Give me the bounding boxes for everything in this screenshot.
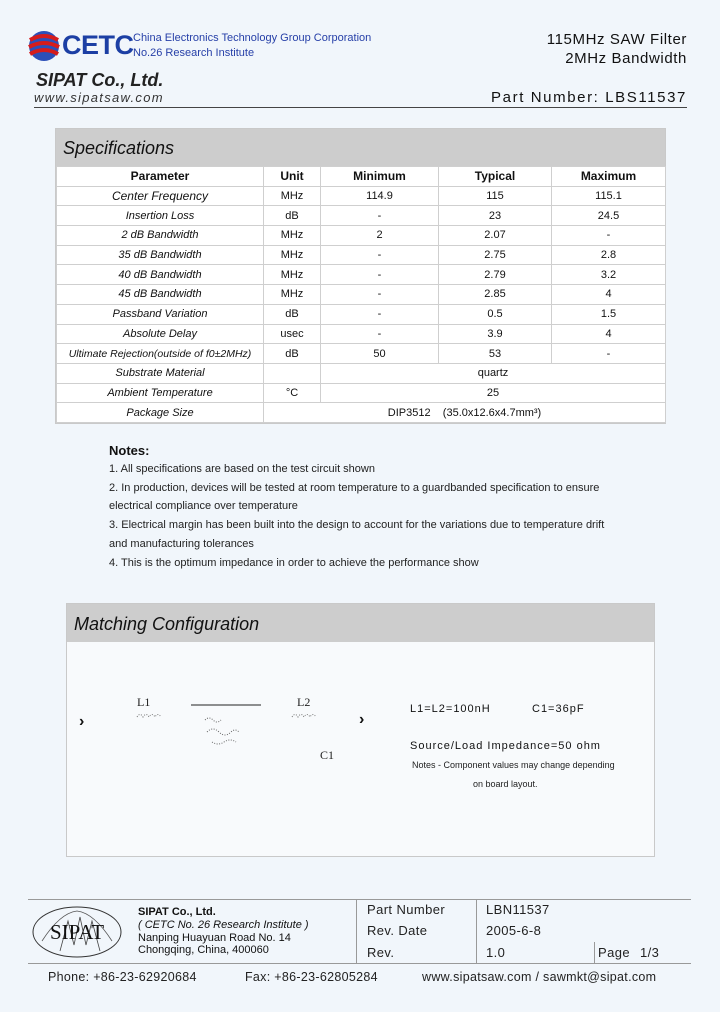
footer-column-divider <box>356 899 357 963</box>
min-cell: - <box>321 304 439 324</box>
param-cell: Ambient Temperature <box>57 383 264 403</box>
footer-address: Nanping Huayuan Road No. 14 <box>138 932 291 944</box>
table-row <box>57 265 666 285</box>
typ-cell: 23 <box>439 206 552 226</box>
note-line: 3. Electrical margin has been built into the design to account for the variations due to temperature drift <box>109 519 605 531</box>
unit-cell: MHz <box>264 226 321 246</box>
cetc-logo-icon <box>26 28 62 64</box>
spec-heading-bar <box>56 129 665 166</box>
inductor-l1-icon <box>137 715 161 718</box>
min-cell: - <box>321 285 439 305</box>
column-header: Minimum <box>321 167 439 187</box>
section-title: Matching Configuration <box>74 614 260 634</box>
output-port-icon: › <box>359 711 365 728</box>
table-row <box>57 304 666 324</box>
max-cell: - <box>552 344 666 364</box>
table-row <box>57 363 666 383</box>
min-cell: - <box>321 324 439 344</box>
table-row <box>57 245 666 265</box>
inductor-l2-icon <box>292 715 316 718</box>
footer-rev-date-label: Rev. Date <box>367 923 428 938</box>
typ-cell: 2.07 <box>439 226 552 246</box>
column-header: Unit <box>264 167 321 187</box>
seal-text: SIPAT <box>49 920 105 944</box>
note-line: 2. In production, devices will be tested at room temperature to a guardbanded specification to ensure <box>109 482 600 494</box>
matching-heading-bar <box>67 604 654 642</box>
param-cell: Passband Variation <box>57 304 264 324</box>
saw-filter-icon <box>205 718 239 744</box>
unit-cell: °C <box>264 383 321 403</box>
header-divider <box>34 107 687 108</box>
typ-cell: 2.75 <box>439 245 552 265</box>
max-cell: - <box>552 226 666 246</box>
table-row <box>57 383 666 403</box>
footer-bottom-divider <box>28 963 691 964</box>
unit-cell: MHz <box>264 245 321 265</box>
table-row <box>57 344 666 364</box>
capacitor-c1-label: C1 <box>320 748 335 762</box>
typ-cell: 2.85 <box>439 285 552 305</box>
footer-web-email[interactable]: www.sipatsaw.com / sawmkt@sipat.com <box>422 970 657 984</box>
max-cell: 2.8 <box>552 245 666 265</box>
inductor-values: L1=L2=100nH <box>410 703 491 715</box>
table-row <box>57 403 666 423</box>
min-cell: 114.9 <box>321 186 439 206</box>
max-cell: 3.2 <box>552 265 666 285</box>
section-title: Specifications <box>63 138 175 158</box>
footer-column-divider <box>594 942 595 963</box>
footer-page-label: Page <box>598 945 630 960</box>
unit-cell <box>264 363 321 383</box>
min-cell: - <box>321 206 439 226</box>
unit-cell: dB <box>264 206 321 226</box>
max-cell: 4 <box>552 285 666 305</box>
spec-table <box>56 166 666 423</box>
table-row <box>57 324 666 344</box>
unit-cell: MHz <box>264 265 321 285</box>
param-cell: 2 dB Bandwidth <box>57 226 264 246</box>
table-row <box>57 285 666 305</box>
param-cell: Insertion Loss <box>57 206 264 226</box>
min-cell: - <box>321 245 439 265</box>
footer-phone: Phone: +86-23-62920684 <box>48 970 197 984</box>
column-header: Typical <box>439 167 552 187</box>
unit-cell: dB <box>264 304 321 324</box>
merged-value-cell: 25 <box>321 383 666 403</box>
typ-cell: 0.5 <box>439 304 552 324</box>
inductor-l1-label: L1 <box>137 695 151 709</box>
param-cell: Ultimate Rejection(outside of f0±2MHz) <box>57 344 264 364</box>
unit-cell: usec <box>264 324 321 344</box>
logo-text: CETC <box>62 30 134 60</box>
unit-cell: MHz <box>264 285 321 305</box>
max-cell: 115.1 <box>552 186 666 206</box>
matching-note: on board layout. <box>473 779 538 789</box>
matching-note: Notes - Component values may change depending <box>412 760 615 770</box>
note-line: and manufacturing tolerances <box>109 538 254 550</box>
company-name: SIPAT Co., Ltd. <box>36 70 164 90</box>
table-row <box>57 226 666 246</box>
min-cell: 2 <box>321 226 439 246</box>
part-number-label: Part Number: <box>491 89 600 106</box>
min-cell: - <box>321 265 439 285</box>
param-cell: Substrate Material <box>57 363 264 383</box>
website-link[interactable]: www.sipatsaw.com <box>34 90 164 105</box>
param-cell: 40 dB Bandwidth <box>57 265 264 285</box>
impedance-value: Source/Load Impedance=50 ohm <box>410 740 601 752</box>
max-cell: 1.5 <box>552 304 666 324</box>
unit-cell: dB <box>264 344 321 364</box>
footer-page: 1/3 <box>640 945 660 960</box>
footer-company: SIPAT Co., Ltd. <box>138 906 216 918</box>
typ-cell: 3.9 <box>439 324 552 344</box>
org-name: China Electronics Technology Group Corporation <box>133 32 372 44</box>
typ-cell: 53 <box>439 344 552 364</box>
footer-divider <box>28 899 691 900</box>
inductor-l2-label: L2 <box>297 695 311 709</box>
param-cell: 45 dB Bandwidth <box>57 285 264 305</box>
org-institute: No.26 Research Institute <box>133 47 255 59</box>
merged-value-cell: DIP3512 (35.0x12.6x4.7mm³) <box>264 403 666 423</box>
table-row <box>57 206 666 226</box>
note-line: electrical compliance over temperature <box>109 500 298 512</box>
typ-cell: 2.79 <box>439 265 552 285</box>
specifications-section <box>55 128 666 424</box>
notes-title: Notes: <box>109 443 150 458</box>
matching-section <box>66 603 655 857</box>
max-cell: 24.5 <box>552 206 666 226</box>
footer-address: Chongqing, China, 400060 <box>138 944 269 956</box>
note-line: 4. This is the optimum impedance in order to achieve the performance show <box>109 557 479 569</box>
unit-cell: MHz <box>264 186 321 206</box>
footer-rev-label: Rev. <box>367 945 395 960</box>
param-cell: Absolute Delay <box>57 324 264 344</box>
table-row <box>57 186 666 206</box>
footer-rev-date: 2005-6-8 <box>486 923 542 938</box>
min-cell: 50 <box>321 344 439 364</box>
footer-column-divider <box>476 899 477 963</box>
product-title: 115MHz SAW Filter <box>546 31 687 48</box>
product-subtitle: 2MHz Bandwidth <box>565 50 687 67</box>
part-number-heading <box>491 89 687 106</box>
footer-part-number: LBN11537 <box>486 902 550 917</box>
param-cell: Center Frequency <box>57 186 264 206</box>
column-header: Maximum <box>552 167 666 187</box>
footer-institute: ( CETC No. 26 Research Institute ) <box>138 919 309 931</box>
param-cell: Package Size <box>57 403 264 423</box>
table-header-row <box>57 167 666 187</box>
typ-cell: 115 <box>439 186 552 206</box>
sipat-logo-icon <box>30 903 124 961</box>
part-number-value: LBS11537 <box>605 89 687 106</box>
merged-value-cell: quartz <box>321 363 666 383</box>
footer-fax: Fax: +86-23-62805284 <box>245 970 378 984</box>
max-cell: 4 <box>552 324 666 344</box>
footer-part-number-label: Part Number <box>367 902 446 917</box>
capacitor-value: C1=36pF <box>532 703 585 715</box>
footer-rev: 1.0 <box>486 945 506 960</box>
column-header: Parameter <box>57 167 264 187</box>
input-port-icon: › <box>79 713 85 730</box>
note-line: 1. All specifications are based on the test circuit shown <box>109 463 375 475</box>
param-cell: 35 dB Bandwidth <box>57 245 264 265</box>
